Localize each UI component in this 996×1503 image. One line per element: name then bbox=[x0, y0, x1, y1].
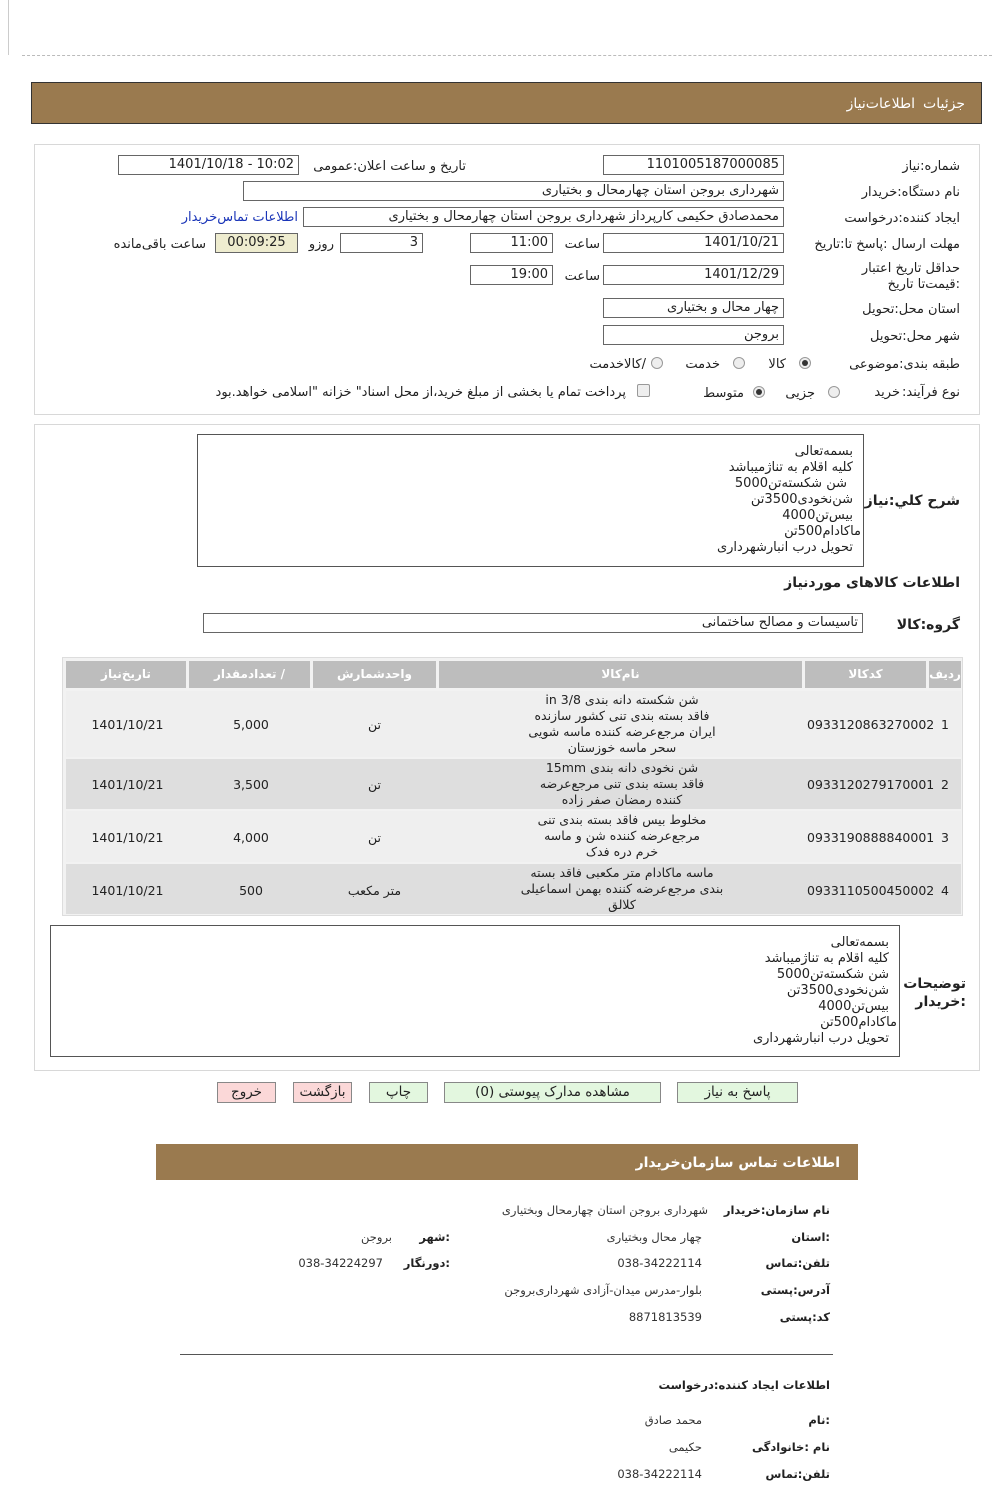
notes-line-4: شن‌نخودی3500تن bbox=[786, 983, 889, 998]
table-row bbox=[66, 864, 961, 914]
row-code: 0933120279170001 bbox=[807, 777, 935, 792]
item-name-line: سحر ماسه خوزستان bbox=[567, 740, 677, 755]
process-medium-radio[interactable] bbox=[753, 386, 765, 398]
row-unit: تن bbox=[368, 830, 381, 845]
row-qty: 4,000 bbox=[233, 830, 269, 845]
row-qty: 5,000 bbox=[233, 717, 269, 732]
city-contact-value: بروجن bbox=[361, 1230, 392, 1244]
col-unit-header: واحدشمارش bbox=[313, 661, 436, 688]
view-documents-button[interactable]: مشاهده مدارک پیوستی (0) bbox=[444, 1082, 661, 1103]
need-number-label: شماره:نیاز bbox=[902, 159, 960, 174]
item-name-line: مخلوط بیس فاقد بسته بندی تنی bbox=[537, 812, 707, 827]
row-unit: تن bbox=[368, 777, 381, 792]
fax-label: :دورنگار bbox=[403, 1256, 450, 1270]
summary-line-1: بسمه‌تعالی bbox=[794, 444, 853, 459]
validity-label: حداقل تاریخ اعتبار :قیمت‌تا تاریخ bbox=[861, 261, 960, 292]
row-date: 1401/10/21 bbox=[91, 717, 164, 732]
exit-button[interactable]: خروج bbox=[217, 1082, 276, 1103]
col-code-header: کدکالا bbox=[805, 661, 926, 688]
days-field: 3 bbox=[340, 233, 423, 253]
col-date-header: تاریخ‌نیاز bbox=[66, 661, 186, 688]
province-contact-value: چهار محال وبختیاری bbox=[606, 1230, 702, 1244]
announce-field: 1401/10/18 - 10:02 bbox=[118, 155, 299, 175]
phone-label: تلفن:تماس bbox=[765, 1256, 830, 1270]
row-index: 4 bbox=[941, 883, 949, 898]
table-row bbox=[66, 691, 961, 757]
phone-value: 038-34222114 bbox=[617, 1256, 702, 1270]
remaining-time-label: ساعت باقی‌مانده bbox=[113, 237, 206, 252]
buyer-contact-link[interactable]: اطلاعات تماس‌خریدار bbox=[181, 210, 298, 225]
row-date: 1401/10/21 bbox=[91, 777, 164, 792]
row-code: 0933190888840001 bbox=[807, 830, 935, 845]
province-contact-label: :استان bbox=[791, 1230, 830, 1244]
category-service-radio[interactable] bbox=[733, 357, 745, 369]
row-index: 1 bbox=[941, 717, 949, 732]
tab-need-info[interactable]: اطلاعات‌نیاز bbox=[846, 96, 915, 112]
col-row-header: ردیف bbox=[929, 661, 961, 688]
postal-label: کد:پستی bbox=[779, 1310, 830, 1324]
deadline-label: مهلت ارسال :پاسخ تا:تاریخ bbox=[814, 237, 960, 252]
fax-value: 038-34224297 bbox=[298, 1256, 383, 1270]
goods-section-title: اطلاعات کالاهای موردنیاز bbox=[784, 575, 960, 591]
name-value: محمد صادق bbox=[644, 1413, 702, 1427]
col-qty-header: / تعدادمقدار bbox=[189, 661, 310, 688]
category-both-label: /کالاخدمت bbox=[589, 357, 646, 372]
remaining-time-field: 00:09:25 bbox=[215, 233, 298, 253]
creator-field: محمدصادق حکیمی کارپرداز شهرداری بروجن استان چهارمحال و بختیاری bbox=[303, 207, 784, 227]
item-name-line: فاقد بسته بندی تنی مرجع‌عرضه bbox=[539, 776, 705, 791]
validity-time-field: 19:00 bbox=[470, 265, 553, 285]
buyer-org-label: نام دستگاه:خریدار bbox=[861, 185, 960, 200]
contact-title: اطلاعات تماس سازمان‌خریدار bbox=[635, 1155, 840, 1171]
days-label: روزو bbox=[308, 237, 334, 252]
summary-line-7: تحویل درب انبارشهرداری bbox=[716, 540, 853, 555]
row-unit: متر مکعب bbox=[347, 883, 402, 898]
city-label: شهر محل:تحویل bbox=[870, 329, 960, 344]
category-label: طبقه بندی:موضوعی bbox=[849, 357, 960, 372]
category-goods-radio[interactable] bbox=[799, 357, 811, 369]
buyer-org-field: شهرداری بروجن استان چهارمحال و بختیاری bbox=[243, 181, 784, 201]
row-date: 1401/10/21 bbox=[91, 830, 164, 845]
contact-header-bar bbox=[156, 1144, 858, 1180]
process-label: نوع فرآیند: bbox=[902, 385, 960, 400]
city-field: بروجن bbox=[603, 325, 784, 345]
requester-phone-value: 038-34222114 bbox=[617, 1467, 702, 1481]
validity-time-label: ساعت bbox=[564, 269, 600, 284]
summary-line-5: بیس‌تن4000 bbox=[782, 508, 853, 523]
notes-line-7: تحویل درب انبارشهرداری bbox=[752, 1031, 889, 1046]
goods-group-label: گروه:کالا bbox=[896, 617, 960, 633]
row-date: 1401/10/21 bbox=[91, 883, 164, 898]
summary-textarea bbox=[197, 434, 864, 567]
process-medium-label: متوسط bbox=[703, 386, 744, 401]
name-label: :نام bbox=[808, 1413, 830, 1427]
row-item-name bbox=[442, 812, 802, 860]
requester-phone-label: تلفن:تماس bbox=[765, 1467, 830, 1481]
buyer-notes-label: توضیحات :خریدار bbox=[903, 976, 966, 1010]
goods-group-field: تاسیسات و مصالح ساختمانی bbox=[203, 613, 863, 633]
need-number-field: 1101005187000085 bbox=[603, 155, 784, 175]
item-name-line: شن نخودی دانه بندی 15mm bbox=[545, 760, 699, 775]
row-code: 0933120863270002 bbox=[807, 717, 935, 732]
row-qty: 3,500 bbox=[233, 777, 269, 792]
back-button[interactable]: بازگشت bbox=[293, 1082, 352, 1103]
goods-table bbox=[62, 657, 963, 916]
city-contact-label: :شهر bbox=[419, 1230, 450, 1244]
notes-line-1: بسمه‌تعالی bbox=[830, 935, 889, 950]
org-value: شهرداری بروجن استان چهارمحال وبختیاری bbox=[501, 1203, 708, 1217]
address-label: آدرس:پستی bbox=[760, 1283, 830, 1297]
row-index: 3 bbox=[941, 830, 949, 845]
treasury-payment-note: پرداخت تمام یا بخشی از مبلغ خرید،از محل اسناد" خزانه "اسلامی خواهد.بود bbox=[215, 385, 626, 400]
deadline-time-label: ساعت bbox=[564, 237, 600, 252]
item-name-line: فاقد بسته بندی تنی کشور سازنده bbox=[534, 708, 710, 723]
buyer-notes-textarea bbox=[50, 925, 900, 1057]
page-left-rule bbox=[8, 0, 9, 55]
table-row bbox=[66, 811, 961, 862]
item-name-line: کننده رمضان صفر زاده bbox=[561, 792, 683, 807]
table-row bbox=[66, 759, 961, 809]
creator-label: ایجاد کننده:درخواست bbox=[844, 211, 960, 226]
treasury-payment-checkbox[interactable] bbox=[637, 384, 650, 397]
page-header-bar bbox=[31, 82, 982, 124]
category-both-radio[interactable] bbox=[651, 357, 663, 369]
postal-value: 8871813539 bbox=[628, 1310, 702, 1324]
row-item-name bbox=[442, 760, 802, 808]
row-qty: 500 bbox=[239, 883, 263, 898]
process-buy-label: خرید bbox=[874, 385, 900, 400]
notes-line-3: شن شکسته‌تن5000 bbox=[776, 967, 889, 982]
process-partial-radio[interactable] bbox=[828, 386, 840, 398]
family-value: حکیمی bbox=[668, 1440, 702, 1454]
summary-line-3: شن شکسته‌تن5000 bbox=[734, 476, 847, 491]
province-field: چهار محال و بختیاری bbox=[603, 298, 784, 318]
province-label: استان محل:تحویل bbox=[862, 302, 960, 317]
category-service-label: خدمت bbox=[685, 357, 720, 372]
contact-divider bbox=[180, 1354, 833, 1355]
org-label: نام سازمان:خریدار bbox=[723, 1203, 830, 1217]
col-name-header: نام‌کالا bbox=[439, 661, 802, 688]
item-name-line: شن شکسته دانه بندی 3/8 in bbox=[545, 692, 699, 707]
summary-line-2: کلیه اقلام به تناژ‌میباشد bbox=[728, 460, 853, 475]
item-name-line: خرم دره فدک bbox=[585, 844, 659, 859]
summary-line-4: شن‌نخودی3500تن bbox=[750, 492, 853, 507]
tab-details[interactable]: جزئیات bbox=[923, 96, 965, 112]
summary-line-6: ماکادام500تن bbox=[784, 524, 861, 539]
reply-button[interactable]: پاسخ به نیاز bbox=[677, 1082, 798, 1103]
item-name-line: ایران مرجع‌عرضه کننده ماسه شویی bbox=[528, 724, 716, 739]
deadline-date-field: 1401/10/21 bbox=[603, 233, 784, 253]
print-button[interactable]: چاپ bbox=[369, 1082, 428, 1103]
deadline-time-field: 11:00 bbox=[470, 233, 553, 253]
row-code: 0933110500450002 bbox=[807, 883, 935, 898]
announce-label: تاریخ و ساعت اعلان:عمومی bbox=[313, 159, 466, 174]
notes-line-6: ماکادام500تن bbox=[820, 1015, 897, 1030]
top-divider bbox=[22, 55, 992, 56]
notes-line-5: بیس‌تن4000 bbox=[818, 999, 889, 1014]
notes-line-2: کلیه اقلام به تناژ‌میباشد bbox=[764, 951, 889, 966]
item-name-line: کلالق bbox=[608, 897, 636, 912]
row-item-name bbox=[442, 865, 802, 913]
validity-date-field: 1401/12/29 bbox=[603, 265, 784, 285]
category-goods-label: کالا bbox=[768, 357, 786, 372]
process-partial-label: جزیی bbox=[785, 386, 815, 401]
requester-title: اطلاعات ایجاد کننده:درخواست bbox=[658, 1378, 830, 1392]
family-label: نام :خانوادگی bbox=[752, 1440, 830, 1454]
row-index: 2 bbox=[941, 777, 949, 792]
address-value: بلوار-مدرس میدان-آزادی شهرداری‌بروجن bbox=[504, 1283, 702, 1297]
row-unit: تن bbox=[368, 717, 381, 732]
item-name-line: ماسه ماکادام متر مکعبی فاقد بسته bbox=[530, 865, 714, 880]
row-item-name bbox=[442, 692, 802, 756]
item-name-line: مرجع‌عرضه کننده شن و ماسه bbox=[544, 828, 700, 843]
summary-label: شرح کلي:نیاز bbox=[864, 493, 960, 509]
item-name-line: بندی مرجع‌عرضه کننده بهمن اسماعیلی bbox=[520, 881, 724, 896]
